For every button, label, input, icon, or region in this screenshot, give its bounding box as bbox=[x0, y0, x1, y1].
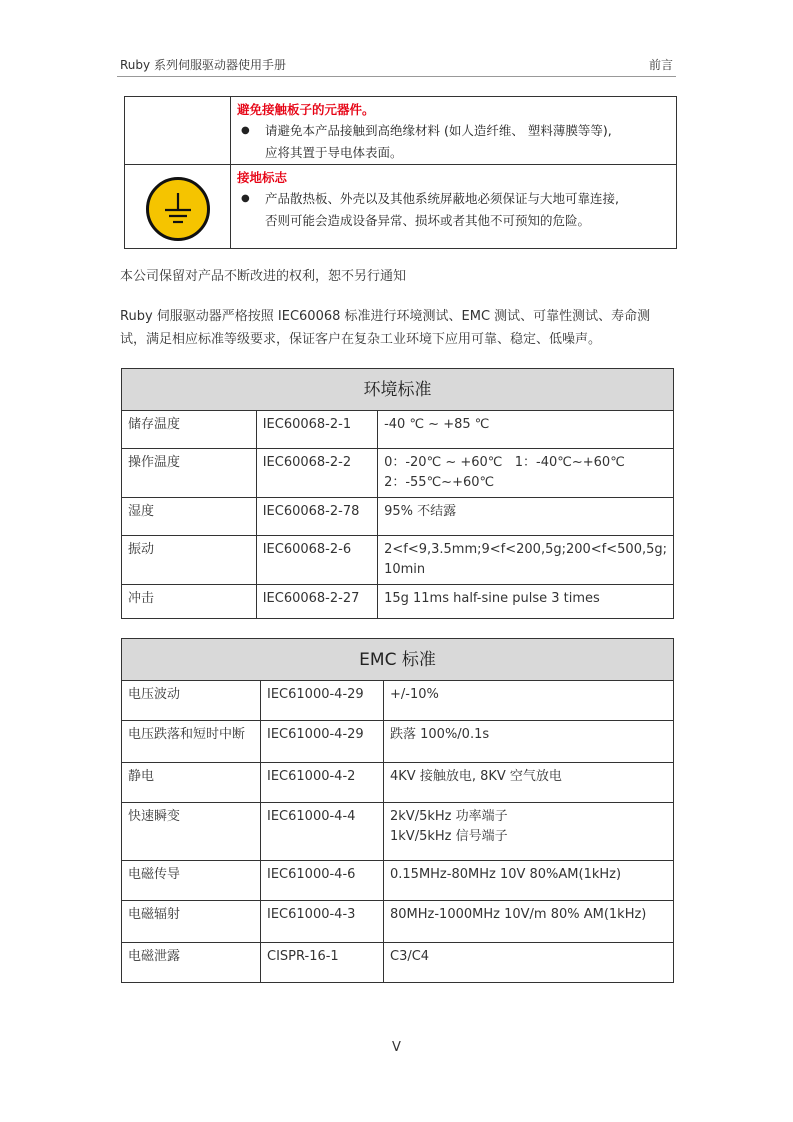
bullet-dot: ● bbox=[241, 125, 250, 136]
standard-cell: IEC60068-2-6 bbox=[256, 536, 377, 585]
item-cell: 电压波动 bbox=[122, 681, 261, 721]
warning-bullet-item bbox=[231, 186, 676, 232]
warning-bullet-item bbox=[231, 118, 676, 164]
warning-row-esd bbox=[125, 97, 677, 165]
value-cell bbox=[378, 449, 674, 498]
item-cell: 电磁传导 bbox=[122, 861, 261, 901]
table-row bbox=[122, 763, 674, 803]
value-cell: +/-10% bbox=[384, 681, 674, 721]
standard-cell: IEC61000-4-29 bbox=[261, 721, 384, 763]
table-row bbox=[122, 411, 674, 449]
item-cell: 冲击 bbox=[122, 585, 257, 619]
warning-line: 否则可能会造成设备异常、损坏或者其他不可预知的危险。 bbox=[265, 213, 591, 228]
warning-table bbox=[124, 96, 677, 249]
value-line: 0：-20℃ ~ +60℃ 1：-40℃~+60℃ bbox=[384, 455, 625, 470]
standard-cell: IEC60068-2-2 bbox=[256, 449, 377, 498]
item-cell: 电磁泄露 bbox=[122, 943, 261, 983]
warning-icon-cell-empty bbox=[125, 97, 231, 165]
value-cell: 95% 不结露 bbox=[378, 498, 674, 536]
value-cell: 80MHz-1000MHz 10V/m 80% AM(1kHz) bbox=[384, 901, 674, 943]
table-title: EMC 标准 bbox=[122, 639, 674, 681]
table-row bbox=[122, 585, 674, 619]
standard-cell: IEC61000-4-2 bbox=[261, 763, 384, 803]
item-cell: 电磁辐射 bbox=[122, 901, 261, 943]
warning-title: 避免接触板子的元器件。 bbox=[237, 102, 375, 117]
table-row bbox=[122, 536, 674, 585]
value-cell bbox=[378, 536, 674, 585]
warning-title: 接地标志 bbox=[237, 170, 288, 185]
standard-cell: IEC61000-4-4 bbox=[261, 803, 384, 861]
standard-cell: IEC61000-4-3 bbox=[261, 901, 384, 943]
item-cell: 操作温度 bbox=[122, 449, 257, 498]
warning-line: 应将其置于导电体表面。 bbox=[265, 145, 403, 160]
warning-icon-cell bbox=[125, 165, 231, 249]
notice-paragraph: 本公司保留对产品不断改进的权利，恕不另行通知 bbox=[120, 269, 407, 284]
emc-standards-table bbox=[121, 638, 674, 983]
value-line: 10min bbox=[384, 562, 426, 577]
table-row bbox=[122, 449, 674, 498]
table-row bbox=[122, 901, 674, 943]
warning-text-cell bbox=[231, 97, 677, 165]
value-line: 2：-55℃~+60℃ bbox=[384, 475, 495, 490]
item-cell: 振动 bbox=[122, 536, 257, 585]
value-line: 2<f<9,3.5mm;9<f<200,5g;200<f<500,5g; bbox=[384, 542, 667, 557]
standard-cell: IEC60068-2-78 bbox=[256, 498, 377, 536]
value-line: 1kV/5kHz 信号端子 bbox=[390, 829, 508, 844]
table-row bbox=[122, 803, 674, 861]
value-cell: 跌落 100%/0.1s bbox=[384, 721, 674, 763]
value-cell: 15g 11ms half-sine pulse 3 times bbox=[378, 585, 674, 619]
value-cell: 4KV 接触放电, 8KV 空气放电 bbox=[384, 763, 674, 803]
warning-text-cell bbox=[231, 165, 677, 249]
environment-standards-table bbox=[121, 368, 674, 619]
item-cell: 储存温度 bbox=[122, 411, 257, 449]
item-cell: 静电 bbox=[122, 763, 261, 803]
table-row bbox=[122, 681, 674, 721]
header-divider bbox=[117, 76, 676, 77]
table-title: 环境标准 bbox=[122, 369, 674, 411]
header-title: Ruby 系列伺服驱动器使用手册 bbox=[120, 58, 286, 72]
intro-paragraph: Ruby 伺服驱动器严格按照 IEC60068 标准进行环境测试、EMC 测试、可靠性测试、寿命测试，满足相应标准等级要求，保证客户在复杂工业环境下应用可靠、稳定、低噪声。 bbox=[120, 309, 651, 347]
standard-cell: IEC60068-2-27 bbox=[256, 585, 377, 619]
table-row bbox=[122, 943, 674, 983]
warning-row-ground bbox=[125, 165, 677, 249]
ground-symbol-icon bbox=[146, 177, 210, 241]
value-cell: -40 ℃ ~ +85 ℃ bbox=[378, 411, 674, 449]
warning-line: 产品散热板、外壳以及其他系统屏蔽地必须保证与大地可靠连接, bbox=[265, 191, 619, 206]
item-cell: 电压跌落和短时中断 bbox=[122, 721, 261, 763]
item-cell: 快速瞬变 bbox=[122, 803, 261, 861]
header-section: 前言 bbox=[648, 58, 673, 72]
table-row bbox=[122, 498, 674, 536]
value-line: 2kV/5kHz 功率端子 bbox=[390, 809, 508, 824]
page-number: V bbox=[392, 1040, 401, 1055]
table-row bbox=[122, 721, 674, 763]
standard-cell: CISPR-16-1 bbox=[261, 943, 384, 983]
bullet-dot: ● bbox=[241, 193, 250, 204]
value-cell: C3/C4 bbox=[384, 943, 674, 983]
standard-cell: IEC61000-4-6 bbox=[261, 861, 384, 901]
standard-cell: IEC61000-4-29 bbox=[261, 681, 384, 721]
value-cell: 0.15MHz-80MHz 10V 80%AM(1kHz) bbox=[384, 861, 674, 901]
warning-line: 请避免本产品接触到高绝缘材料 (如人造纤维、 塑料薄膜等等), bbox=[265, 123, 612, 138]
item-cell: 湿度 bbox=[122, 498, 257, 536]
standard-cell: IEC60068-2-1 bbox=[256, 411, 377, 449]
value-cell bbox=[384, 803, 674, 861]
table-row bbox=[122, 861, 674, 901]
